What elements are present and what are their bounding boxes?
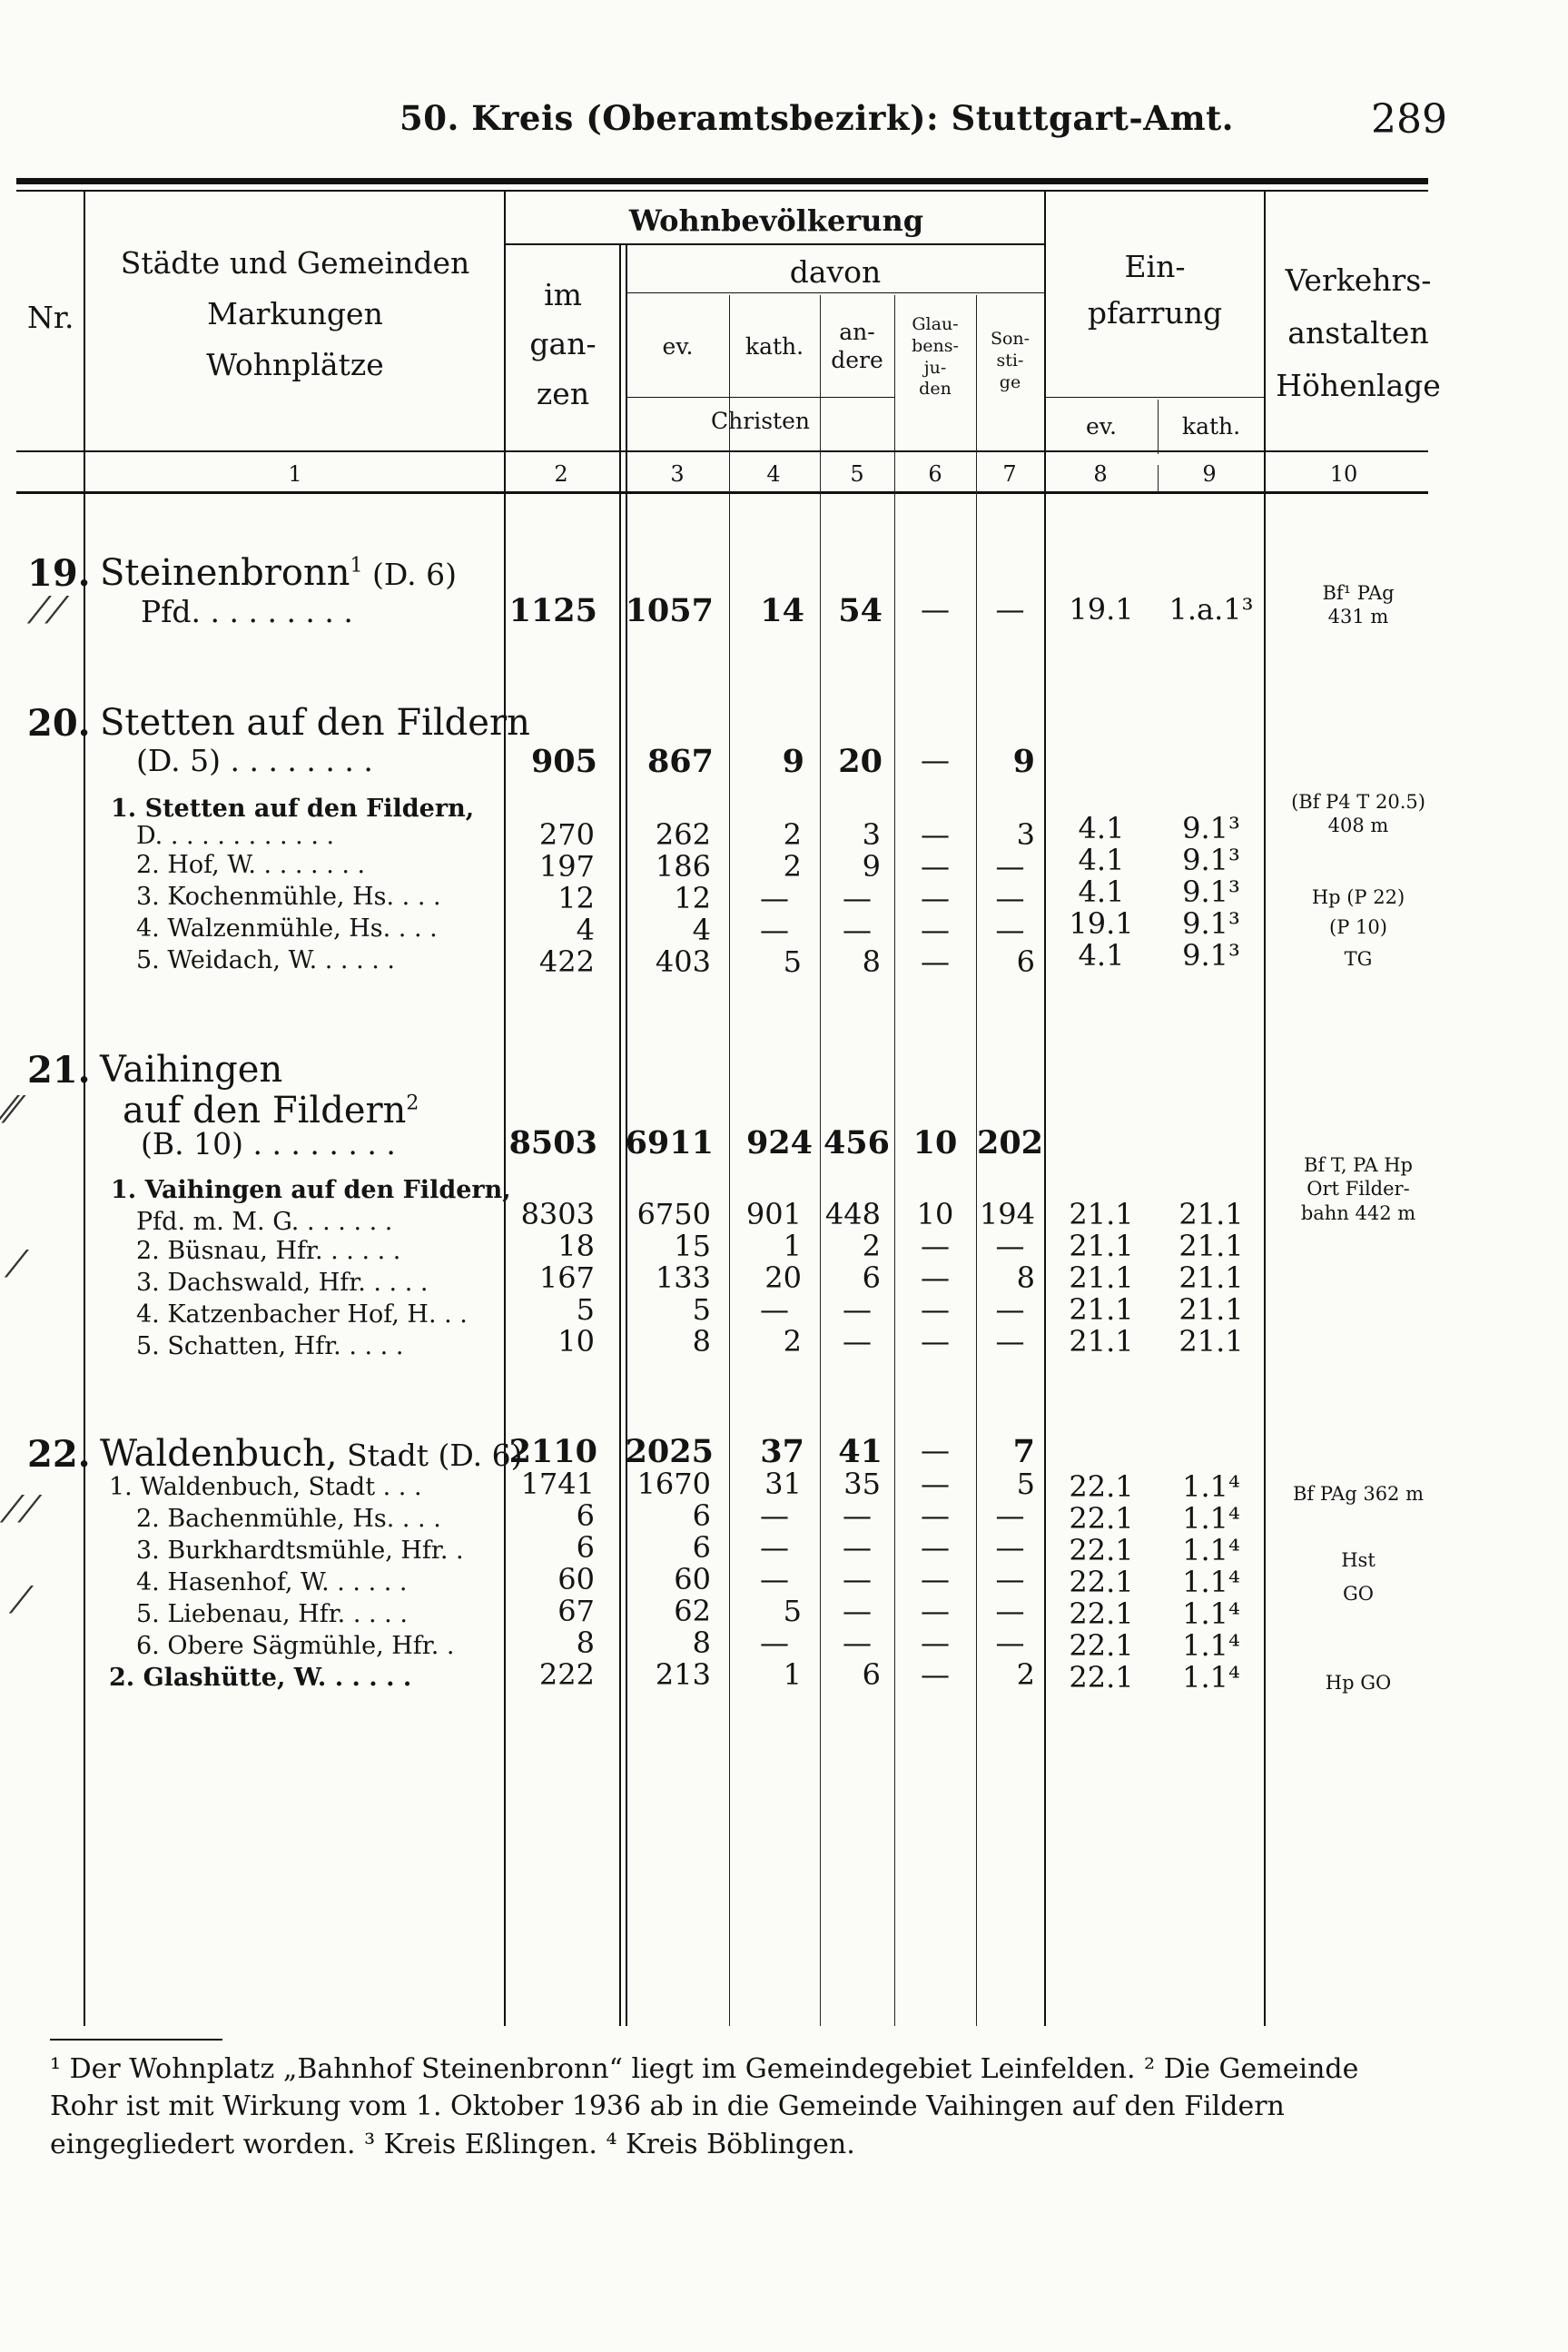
einpf-kath: 9.1³	[1182, 938, 1240, 973]
einpf-kath: 1.1⁴	[1182, 1660, 1240, 1695]
row-cell: 270	[538, 817, 595, 852]
row-name: 4. Hasenhof, W. . . . . .	[136, 1568, 408, 1596]
row-cell: 6	[862, 1260, 881, 1295]
row-cell: —	[921, 1467, 950, 1501]
footnote-ref: 1	[350, 554, 363, 578]
col-rule	[1264, 192, 1266, 2026]
total-cell: 37	[760, 1433, 804, 1470]
total-cell: 7	[1012, 1433, 1035, 1470]
total-cell: 1125	[508, 592, 597, 629]
colnum: 6	[928, 461, 942, 487]
row-cell: 186	[655, 849, 711, 884]
row-cell: —	[995, 1229, 1025, 1263]
einpf-ev: 21.1	[1069, 1197, 1134, 1231]
verkehr-line: Bf T, PA Hp	[1304, 1154, 1413, 1176]
group-name: Vaihingen	[100, 1049, 283, 1091]
header-places	[91, 238, 499, 390]
verkehr-cell: Hst	[1341, 1549, 1376, 1571]
row-cell: 31	[764, 1467, 802, 1501]
verkehr-cell: Hp (P 22)	[1311, 886, 1405, 908]
row-cell: —	[760, 913, 789, 947]
verkehr-cell	[1267, 790, 1449, 838]
row-cell: 8	[692, 1324, 711, 1359]
header-kath: kath.	[745, 333, 804, 360]
christen-rule	[626, 397, 894, 398]
einpf-ev: 22.1	[1069, 1533, 1134, 1567]
row-cell: —	[921, 1260, 950, 1295]
row-cell: —	[921, 944, 950, 979]
total-cell: 867	[646, 743, 714, 780]
row-cell: —	[921, 1292, 950, 1327]
verkehr-cell: TG	[1344, 948, 1373, 970]
einpf-kath: 1.1⁴	[1182, 1596, 1240, 1631]
header-line: den	[919, 379, 952, 400]
row-cell: 1	[783, 1657, 802, 1692]
handwritten-mark: ⁄	[18, 1580, 25, 1622]
group-line2: (D. 5) . . . . . . . .	[136, 743, 373, 778]
header-im-ganzen	[508, 271, 617, 419]
row-cell: —	[921, 1324, 950, 1359]
row-cell: —	[843, 1626, 872, 1660]
row-cell: —	[995, 881, 1025, 915]
row-name2: D. . . . . . . . . . . .	[136, 822, 335, 850]
row-cell: —	[995, 1562, 1025, 1596]
verkehr-cell	[1267, 1153, 1449, 1225]
header-christen: Christen	[711, 408, 810, 434]
einpf-ev: 21.1	[1069, 1229, 1134, 1263]
row-cell: 448	[824, 1197, 881, 1231]
colnum: 4	[766, 461, 781, 487]
verkehr-line: Ort Filder-	[1307, 1178, 1410, 1201]
einpf-kath: 9.1³	[1182, 843, 1240, 877]
row-cell: 6	[862, 1657, 881, 1692]
total-cell: 20	[838, 743, 883, 780]
row-cell: 8303	[520, 1197, 595, 1231]
einpf-ev: 22.1	[1069, 1565, 1134, 1599]
row-cell: 10	[557, 1324, 595, 1359]
total-cell: 9	[1012, 743, 1035, 780]
row-cell: —	[921, 1530, 950, 1565]
einpf-kath: 1.a.1³	[1169, 592, 1254, 627]
row-cell: 15	[674, 1229, 711, 1263]
header-einpfarrung	[1046, 243, 1264, 336]
verkehr-line: Bf¹ PAg	[1322, 582, 1395, 604]
header-nr: Nr.	[27, 300, 74, 335]
verkehr-cell: GO	[1343, 1583, 1374, 1605]
einpf-kath: 21.1	[1178, 1292, 1244, 1327]
header-line: anstalten	[1287, 314, 1429, 351]
header-glaubensjuden	[894, 314, 976, 400]
einpf-ev: 19.1	[1069, 906, 1134, 941]
group-nr: 22.	[27, 1433, 91, 1476]
einpf-ev: 22.1	[1069, 1596, 1134, 1631]
row-cell: —	[843, 1562, 872, 1596]
row-cell: 60	[674, 1562, 711, 1596]
row-cell: —	[921, 1562, 950, 1596]
top-rule-thin	[16, 190, 1428, 192]
total-cell: —	[921, 592, 950, 627]
group-name	[100, 1433, 522, 1475]
total-cell: 54	[838, 592, 883, 629]
header-places-line: Markungen	[207, 296, 383, 332]
handwritten-mark: ⁄ ⁄	[36, 590, 61, 632]
row-cell: 8	[862, 944, 881, 979]
colnum-rule	[16, 491, 1428, 494]
row-cell: 5	[783, 1594, 802, 1628]
total-cell: 456	[823, 1124, 890, 1161]
verkehr-line: (Bf P4 T 20.5)	[1291, 791, 1425, 813]
row-cell: 213	[655, 1657, 711, 1692]
row-cell: 197	[538, 849, 595, 884]
row-cell: 1741	[520, 1467, 595, 1501]
row-cell: —	[760, 1498, 789, 1533]
row-name: 3. Kochenmühle, Hs. . . .	[136, 883, 441, 911]
page-header: 50. Kreis (Oberamtsbezirk): Stuttgart-Amt.	[399, 98, 1235, 138]
row-cell: 35	[843, 1467, 881, 1501]
einpf-ev: 4.1	[1078, 938, 1125, 973]
row-cell: —	[995, 1324, 1025, 1359]
total-cell: 14	[760, 592, 804, 629]
header-line: an-	[839, 319, 875, 345]
einpf-kath: 21.1	[1178, 1197, 1244, 1231]
row-cell: —	[921, 1594, 950, 1628]
row-cell: 5	[1016, 1467, 1035, 1501]
colnum: 10	[1329, 461, 1358, 487]
header-places-line: Wohnplätze	[206, 347, 384, 383]
row-cell: —	[921, 1657, 950, 1692]
row-cell: —	[843, 913, 872, 947]
einpf-ev: 21.1	[1069, 1292, 1134, 1327]
row-cell: —	[760, 1530, 789, 1565]
einpf-kath: 9.1³	[1182, 906, 1240, 941]
row-cell: 1	[783, 1229, 802, 1263]
row-cell: —	[760, 1562, 789, 1596]
row-cell: —	[995, 1292, 1025, 1327]
colnum: 7	[1002, 461, 1017, 487]
row-cell: —	[995, 1626, 1025, 1660]
col-rule	[84, 192, 85, 2026]
col-rule-short	[1158, 465, 1159, 492]
row-cell: —	[995, 1594, 1025, 1628]
header-verkehr	[1267, 254, 1449, 411]
header-rule	[16, 450, 1428, 452]
total-cell: —	[995, 592, 1025, 627]
row-name: 5. Weidach, W. . . . . .	[136, 946, 396, 974]
einpf-ev: 22.1	[1069, 1628, 1134, 1663]
row-cell: 62	[674, 1594, 711, 1628]
group-nr: 19.	[27, 552, 91, 595]
group-nr: 20.	[27, 702, 91, 745]
einpf-kath: 21.1	[1178, 1324, 1244, 1359]
row-cell: —	[995, 849, 1025, 884]
group-nr: 21.	[27, 1049, 91, 1092]
page-number: 289	[1371, 96, 1447, 143]
group-line2: (B. 10) . . . . . . . .	[141, 1126, 396, 1161]
row-name: 4. Katzenbacher Hof, H. . .	[136, 1300, 468, 1329]
total-cell: 2025	[625, 1433, 714, 1470]
group-paren: Stadt (D. 6)	[337, 1438, 523, 1473]
header-ein-ev: ev.	[1086, 413, 1117, 440]
row-cell: 2	[1016, 1657, 1035, 1692]
total-cell: 8503	[508, 1124, 597, 1161]
row-name: 6. Obere Sägmühle, Hfr. .	[136, 1632, 455, 1660]
group-paren: (D. 6)	[362, 557, 457, 592]
row-cell: —	[760, 881, 789, 915]
row-cell: —	[843, 1292, 872, 1327]
row-cell: —	[843, 1324, 872, 1359]
colnum: 2	[554, 461, 568, 487]
footnote-ref: 2	[406, 1092, 419, 1115]
einpf-ev: 4.1	[1078, 843, 1125, 877]
row-cell: —	[921, 849, 950, 884]
einpf-kath: 1.1⁴	[1182, 1628, 1240, 1663]
einpf-kath: 1.1⁴	[1182, 1565, 1240, 1599]
row-cell: 12	[674, 881, 711, 915]
verkehr-cell	[1267, 581, 1449, 629]
total-cell: —	[921, 743, 950, 777]
einpf-ev: 22.1	[1069, 1501, 1134, 1536]
einpf-kath: 1.1⁴	[1182, 1501, 1240, 1536]
header-line: im	[544, 277, 582, 312]
header-line: Son-	[990, 329, 1031, 349]
row-cell: 422	[538, 944, 595, 979]
total-cell: 9	[782, 743, 804, 780]
row-cell: —	[995, 1530, 1025, 1565]
row-cell: 2	[862, 1229, 881, 1263]
row-cell: 5	[576, 1292, 595, 1327]
einpf-ev: 19.1	[1069, 592, 1134, 627]
row-cell: 67	[557, 1594, 595, 1628]
row-cell: 4	[692, 913, 711, 947]
header-line: gan-	[529, 326, 597, 362]
row-cell: 9	[862, 849, 881, 884]
total-cell: —	[921, 1433, 950, 1468]
einpf-kath: 21.1	[1178, 1229, 1244, 1263]
row-cell: 2	[783, 849, 802, 884]
row-cell: —	[843, 1498, 872, 1533]
header-line: ju-	[923, 357, 947, 378]
group-name-text: Steinenbronn	[100, 552, 350, 594]
footnotes: ¹ Der Wohnplatz „Bahnhof Steinenbronn“ liegt im Gemeindegebiet Leinfelden. ² Die Gemeinde Rohr ist mit Wirkung vom 1. Oktober 1936 ab in die Gemeinde Vaihingen auf den Fildern eingegliedert worden. ³ Kreis Eßlingen. ⁴ Kreis Böblingen.	[50, 2053, 1359, 2160]
row-cell: 20	[764, 1260, 802, 1295]
header-ein-kath: kath.	[1181, 413, 1241, 440]
row-cell: 18	[557, 1229, 595, 1263]
row-cell: 262	[655, 817, 711, 852]
group-name: Stetten auf den Fildern	[100, 702, 530, 744]
row-cell: —	[995, 1498, 1025, 1533]
total-cell: 41	[838, 1433, 883, 1470]
row-name: 2. Bachenmühle, Hs. . . .	[136, 1505, 441, 1533]
row-name: 2. Hof, W. . . . . . . .	[136, 851, 366, 879]
row-name: 2. Büsnau, Hfr. . . . . .	[136, 1237, 401, 1265]
header-ev: ev.	[662, 333, 694, 360]
handwritten-mark: ⁄ ⁄	[9, 1489, 34, 1531]
header-line: Glau-	[912, 314, 959, 334]
einpf-ev: 4.1	[1078, 875, 1125, 909]
row-name: 4. Walzenmühle, Hs. . . .	[136, 914, 438, 943]
row-name: 5. Schatten, Hfr. . . . .	[136, 1332, 404, 1360]
row-name: 5. Liebenau, Hfr. . . . .	[136, 1600, 408, 1628]
row-cell: 12	[557, 881, 595, 915]
footnote-rule	[50, 2039, 222, 2041]
colnum: 1	[288, 461, 302, 487]
row-cell: 222	[538, 1657, 595, 1692]
row-cell: 6	[576, 1498, 595, 1533]
row-cell: 6	[576, 1530, 595, 1565]
header-line: bens-	[912, 335, 959, 356]
row-name: 2. Glashütte, W. . . . . .	[109, 1664, 412, 1692]
einpf-kath: 1.1⁴	[1182, 1469, 1240, 1504]
handwritten-mark: ⁄⁄	[5, 1090, 17, 1132]
row-name: 3. Burkhardtsmühle, Hfr. .	[136, 1537, 464, 1565]
header-line: zen	[536, 375, 590, 411]
header-line: Ein-	[1124, 249, 1186, 284]
row-cell: 5	[783, 944, 802, 979]
header-line: dere	[831, 347, 883, 374]
einpf-ev: 22.1	[1069, 1469, 1134, 1504]
row-name: 1. Stetten auf den Fildern,	[111, 795, 475, 823]
row-cell: —	[921, 1229, 950, 1263]
verkehr-cell: Hp GO	[1325, 1672, 1392, 1694]
verkehr-cell: Bf PAg 362 m	[1292, 1483, 1425, 1505]
top-rule	[16, 178, 1428, 184]
header-line: pfarrung	[1087, 295, 1223, 331]
group-line2: Pfd. . . . . . . . .	[141, 594, 353, 629]
row-cell: 3	[862, 817, 881, 852]
row-cell: 1670	[636, 1467, 711, 1501]
group-name-text: Waldenbuch,	[100, 1433, 338, 1475]
total-cell: 10	[912, 1124, 958, 1161]
row-cell: 6	[1016, 944, 1035, 979]
einpf-rule	[1045, 397, 1264, 398]
row-cell: —	[843, 1530, 872, 1565]
row-cell: 133	[655, 1260, 711, 1295]
row-cell: 167	[538, 1260, 595, 1295]
header-andere	[820, 318, 894, 375]
total-cell: 202	[976, 1124, 1044, 1161]
colnum: 9	[1202, 461, 1217, 487]
verkehr-line: 431 m	[1327, 606, 1389, 628]
total-cell: 924	[745, 1124, 813, 1161]
einpf-kath: 21.1	[1178, 1260, 1244, 1295]
row-cell: —	[843, 1594, 872, 1628]
verkehr-line: bahn 442 m	[1300, 1201, 1416, 1224]
row-cell: 60	[557, 1562, 595, 1596]
total-cell: 2110	[508, 1433, 597, 1470]
group-name	[100, 552, 457, 594]
row-cell: 2	[783, 817, 802, 852]
col-rule	[504, 192, 506, 2026]
einpf-ev: 21.1	[1069, 1260, 1134, 1295]
verkehr-cell: (P 10)	[1329, 916, 1387, 938]
colnum: 8	[1093, 461, 1108, 487]
colnum: 3	[670, 461, 685, 487]
total-cell: 1057	[625, 592, 714, 629]
row-cell: 6750	[636, 1197, 711, 1231]
row-cell: 6	[692, 1498, 711, 1533]
einpf-ev: 21.1	[1069, 1324, 1134, 1359]
row-cell: 5	[692, 1292, 711, 1327]
row-cell: —	[760, 1626, 789, 1660]
row-cell: 10	[916, 1197, 954, 1231]
header-wohnbev: Wohnbevölkerung	[628, 203, 924, 238]
row-cell: 6	[692, 1530, 711, 1565]
header-places-line: Städte und Gemeinden	[120, 245, 470, 281]
einpf-kath: 9.1³	[1182, 875, 1240, 909]
row-cell: —	[921, 1498, 950, 1533]
einpf-kath: 1.1⁴	[1182, 1533, 1240, 1567]
header-line: ge	[999, 371, 1021, 392]
row-cell: 403	[655, 944, 711, 979]
header-sonstige	[976, 329, 1044, 393]
row-name: 1. Vaihingen auf den Fildern,	[111, 1176, 511, 1204]
einpf-ev: 22.1	[1069, 1660, 1134, 1695]
row-cell: 2	[783, 1324, 802, 1359]
einpf-ev: 4.1	[1078, 811, 1125, 845]
header-line: Höhenlage	[1276, 367, 1441, 403]
row-cell: 3	[1016, 817, 1035, 852]
row-cell: 194	[979, 1197, 1035, 1231]
row-cell: —	[921, 1626, 950, 1660]
group-name-b-text: auf den Fildern	[123, 1090, 407, 1132]
total-cell: 905	[530, 743, 597, 780]
header-davon: davon	[789, 254, 882, 290]
row-cell: —	[921, 913, 950, 947]
row-cell: 8	[1016, 1260, 1035, 1295]
row-cell: —	[921, 817, 950, 852]
row-cell: 4	[576, 913, 595, 947]
row-cell: 901	[745, 1197, 802, 1231]
verkehr-line: 408 m	[1327, 815, 1389, 837]
header-line: sti-	[996, 350, 1024, 371]
einpf-kath: 9.1³	[1182, 811, 1240, 845]
row-cell: 8	[692, 1626, 711, 1660]
row-cell: 8	[576, 1626, 595, 1660]
header-line: Verkehrs-	[1285, 262, 1432, 298]
row-cell: —	[921, 881, 950, 915]
handwritten-mark: ⁄	[14, 1244, 20, 1286]
colnum: 5	[850, 461, 864, 487]
row-cell: —	[843, 881, 872, 915]
total-cell: 6911	[625, 1124, 714, 1161]
row-name: 1. Waldenbuch, Stadt . . .	[109, 1473, 422, 1501]
row-cell: —	[760, 1292, 789, 1327]
row-name: 3. Dachswald, Hfr. . . . .	[136, 1269, 429, 1297]
row-name2: Pfd. m. M. G. . . . . . .	[136, 1208, 393, 1236]
row-cell: —	[995, 913, 1025, 947]
